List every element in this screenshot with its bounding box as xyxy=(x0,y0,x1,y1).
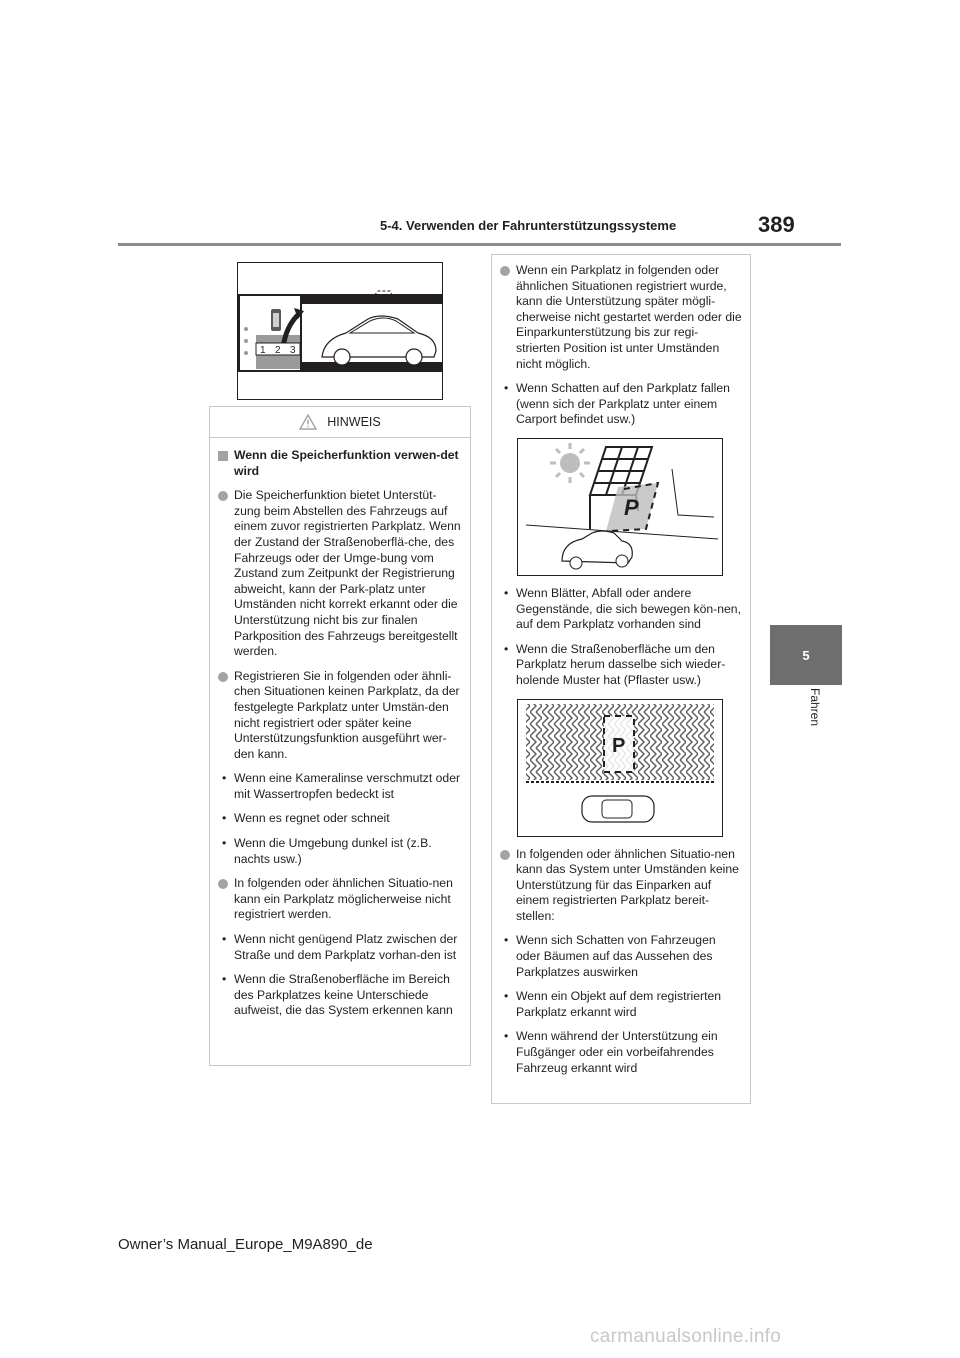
right-item: In folgenden oder ähnlichen Situatio-nen kann das System unter Umständen keine Unterstützung für das Einparken auf einem registrierten Parkplatz bereit-stellen: xyxy=(498,847,742,925)
paving-pattern-illustration xyxy=(518,700,722,836)
parking-memory-figure xyxy=(237,262,443,400)
right-subitem: • Wenn ein Objekt auf dem registrierten Parkplatz erkannt wird xyxy=(498,989,742,1020)
warning-icon xyxy=(299,414,317,430)
header-rule xyxy=(118,243,841,246)
carport-shadow-figure xyxy=(517,438,723,576)
slot-label-2: 2 xyxy=(275,345,281,356)
chapter-label-text: Fahren xyxy=(808,688,822,727)
notice-header xyxy=(210,407,470,437)
carport-shadow-illustration xyxy=(518,439,722,575)
notice-body xyxy=(210,448,470,1019)
notice-panel xyxy=(209,406,471,1066)
notice-item: Die Speicherfunktion bietet Unterstüt-zung beim Abstellen des Fahrzeugs auf einem zuvor registrierten Parkplatz. Wenn der Zustand der Straßenoberflä-che, des Fahrzeugs oder der Umge-bung vom Zustand zum Zeitpunkt der Registrierung abweicht, kann der Park-platz unter Umständen nicht korrekt erkannt oder die Unterstützung nicht bis zur finalen Parkposition des Fahrzeugs bereitgestellt werden. xyxy=(216,488,462,660)
manual-footer: Owner’s Manual_Europe_M9A890_de xyxy=(118,1236,373,1253)
notice-heading: Wenn die Speicherfunktion verwen-det wird xyxy=(216,448,462,479)
notice-subitem: • Wenn es regnet oder schneit xyxy=(216,811,462,827)
notice-subitem: • Wenn eine Kameralinse verschmutzt oder mit Wassertropfen bedeckt ist xyxy=(216,771,462,802)
sun-icon xyxy=(550,443,590,483)
right-item: Wenn ein Parkplatz in folgenden oder ähnlichen Situationen registriert wurde, kann die Unterstützung später mögli-cherweise nicht gestartet werden oder die Einparkunterstützung bis zur regi-strierten Position ist unter Umständen nicht möglich. xyxy=(498,263,742,372)
parking-memory-illustration xyxy=(238,263,442,399)
right-subitem: • Wenn die Straßenoberfläche um den Parkplatz herum dasselbe sich wieder-holende Muster hat (Pflaster usw.) xyxy=(498,642,742,689)
right-subitem: • Wenn während der Unterstützung ein Fußgänger oder ein vorbeifahrendes Fahrzeug erkannt wird xyxy=(498,1029,742,1076)
notice-item: Registrieren Sie in folgenden oder ähnli-chen Situationen keinen Parkplatz, da der festgelegte Parkplatz unter Umstän-den nicht registriert oder später keine Unterstützungsfunktion ausgeführt wer-den kann. xyxy=(216,669,462,763)
notice-subitem: • Wenn die Umgebung dunkel ist (z.B. nachts usw.) xyxy=(216,836,462,867)
chapter-tab: 5 xyxy=(770,625,842,685)
paving-pattern-figure xyxy=(517,699,723,837)
notice-subitem: • Wenn nicht genügend Platz zwischen der Straße und dem Parkplatz vorhan-den ist xyxy=(216,932,462,963)
watermark: carmanualsonline.info xyxy=(590,1326,782,1347)
right-subitem: • Wenn Schatten auf den Parkplatz fallen (wenn sich der Parkplatz unter einem Carport befindet usw.) xyxy=(498,381,742,428)
slot-label-1: 1 xyxy=(260,345,266,356)
notice-title: HINWEIS xyxy=(327,415,381,429)
notice-item: In folgenden oder ähnlichen Situatio-nen kann ein Parkplatz möglicherweise nicht registriert werden. xyxy=(216,876,462,923)
right-panel xyxy=(491,254,751,1104)
parking-sign: P xyxy=(612,734,626,757)
page-number: 389 xyxy=(758,212,795,237)
slot-label-3: 3 xyxy=(290,345,296,356)
right-body xyxy=(492,255,750,1076)
notice-divider xyxy=(210,437,470,438)
right-subitem: • Wenn Blätter, Abfall oder andere Gegenstände, die sich bewegen kön-nen, auf dem Parkplatz vorhanden sind xyxy=(498,586,742,633)
chapter-label xyxy=(778,688,838,748)
section-title: 5-4. Verwenden der Fahrunterstützungssysteme xyxy=(380,218,677,233)
parking-sign: P xyxy=(624,494,639,520)
right-subitem: • Wenn sich Schatten von Fahrzeugen oder Bäumen auf das Aussehen des Parkplatzes auswirken xyxy=(498,933,742,980)
notice-subitem: • Wenn die Straßenoberfläche im Bereich des Parkplatzes keine Unterschiede aufweist, die das System erkennen kann xyxy=(216,972,462,1019)
